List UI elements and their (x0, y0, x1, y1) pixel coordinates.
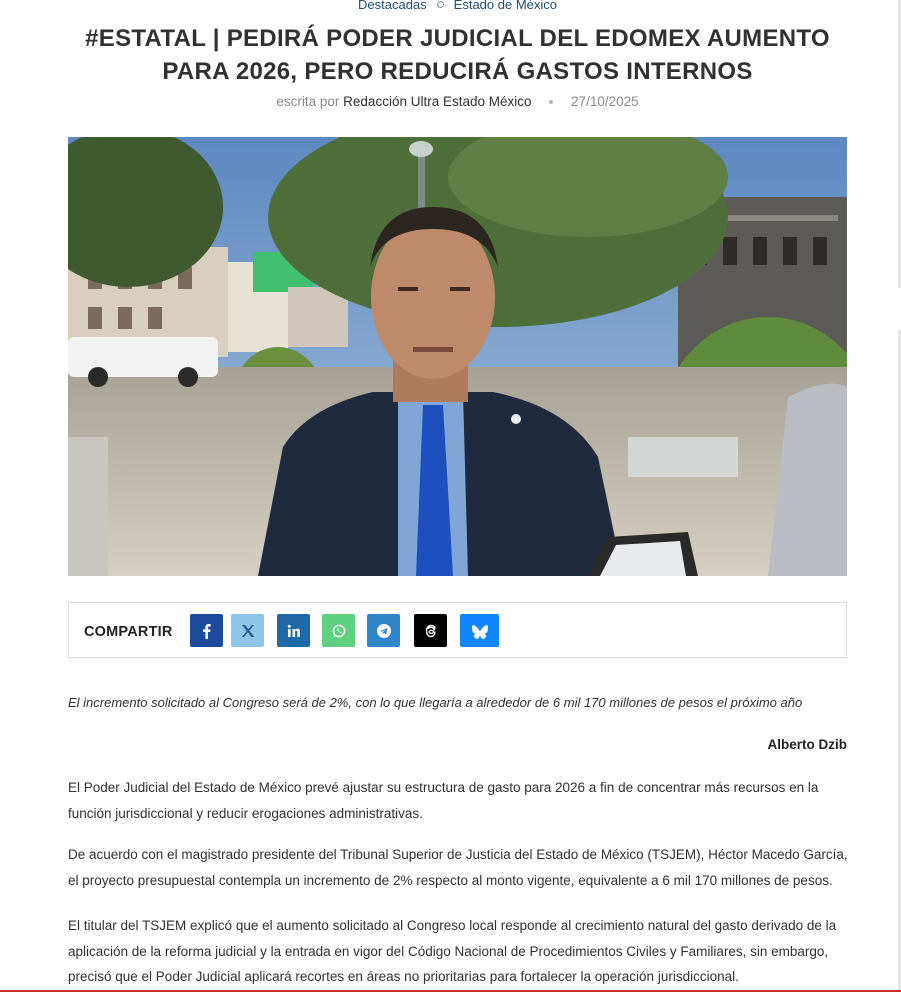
article-lead: El incremento solicitado al Congreso será de 2%, con lo que llegaría a alrededor de 6 mil 170 millones de pesos el próximo año (68, 695, 803, 710)
share-box (68, 602, 847, 658)
category-separator-icon (437, 1, 444, 8)
share-label: COMPARTIR (84, 624, 173, 640)
written-by-label: escrita por (276, 94, 340, 109)
linkedin-icon (286, 623, 302, 639)
article-paragraph: El titular del TSJEM explicó que el aumento solicitado al Congreso local responde al crecimiento natural del gasto derivado de la aplicación de la reforma judicial y la entrada en vigor del Código Nacional de Procedimientos Civiles y Familiares, sin embargo, precisó que el Poder Judicial aplicará recortes en áreas no prioritarias para fortalecer la operación jurisdiccional. (68, 918, 837, 984)
article-paragraph: El Poder Judicial del Estado de México prevé ajustar su estructura de gasto para 2026 a fin de concentrar más recursos en la función jurisdiccional y reducir erogaciones administrativas. (68, 780, 819, 821)
share-linkedin-button[interactable] (277, 614, 310, 647)
share-facebook-button[interactable] (190, 614, 223, 647)
threads-icon (423, 623, 439, 639)
article-date: 27/10/2025 (571, 94, 639, 109)
category-links (0, 0, 901, 12)
article-meta (0, 94, 901, 109)
article-byline: Alberto Dzib (767, 737, 847, 752)
share-whatsapp-button[interactable] (322, 614, 355, 647)
share-x-button[interactable] (231, 614, 264, 647)
author-link[interactable]: Redacción Ultra Estado México (343, 94, 532, 109)
share-threads-button[interactable] (414, 614, 447, 647)
category-link-estado-de-mexico[interactable]: Estado de México (453, 0, 557, 13)
category-link-destacadas[interactable]: Destacadas (358, 0, 427, 13)
featured-image (68, 137, 847, 576)
article-paragraph: De acuerdo con el magistrado presidente del Tribunal Superior de Justicia del Estado de México (TSJEM), Héctor Macedo García, el proyecto presupuestal contempla un incremento de 2% respecto al monto vigente, equivalente a 6 mil 170 millones de pesos. (68, 847, 848, 888)
share-telegram-button[interactable] (367, 614, 400, 647)
telegram-icon (376, 623, 392, 639)
share-bluesky-button[interactable] (460, 614, 499, 647)
bluesky-icon (472, 623, 488, 639)
meta-separator-icon (549, 100, 553, 104)
x-icon (240, 623, 256, 639)
whatsapp-icon (331, 623, 347, 639)
article-title: #ESTATAL | PEDIRÁ PODER JUDICIAL DEL EDOMEX AUMENTO PARA 2026, PERO REDUCIRÁ GASTOS INTERNOS (85, 25, 830, 85)
facebook-icon (199, 623, 215, 639)
